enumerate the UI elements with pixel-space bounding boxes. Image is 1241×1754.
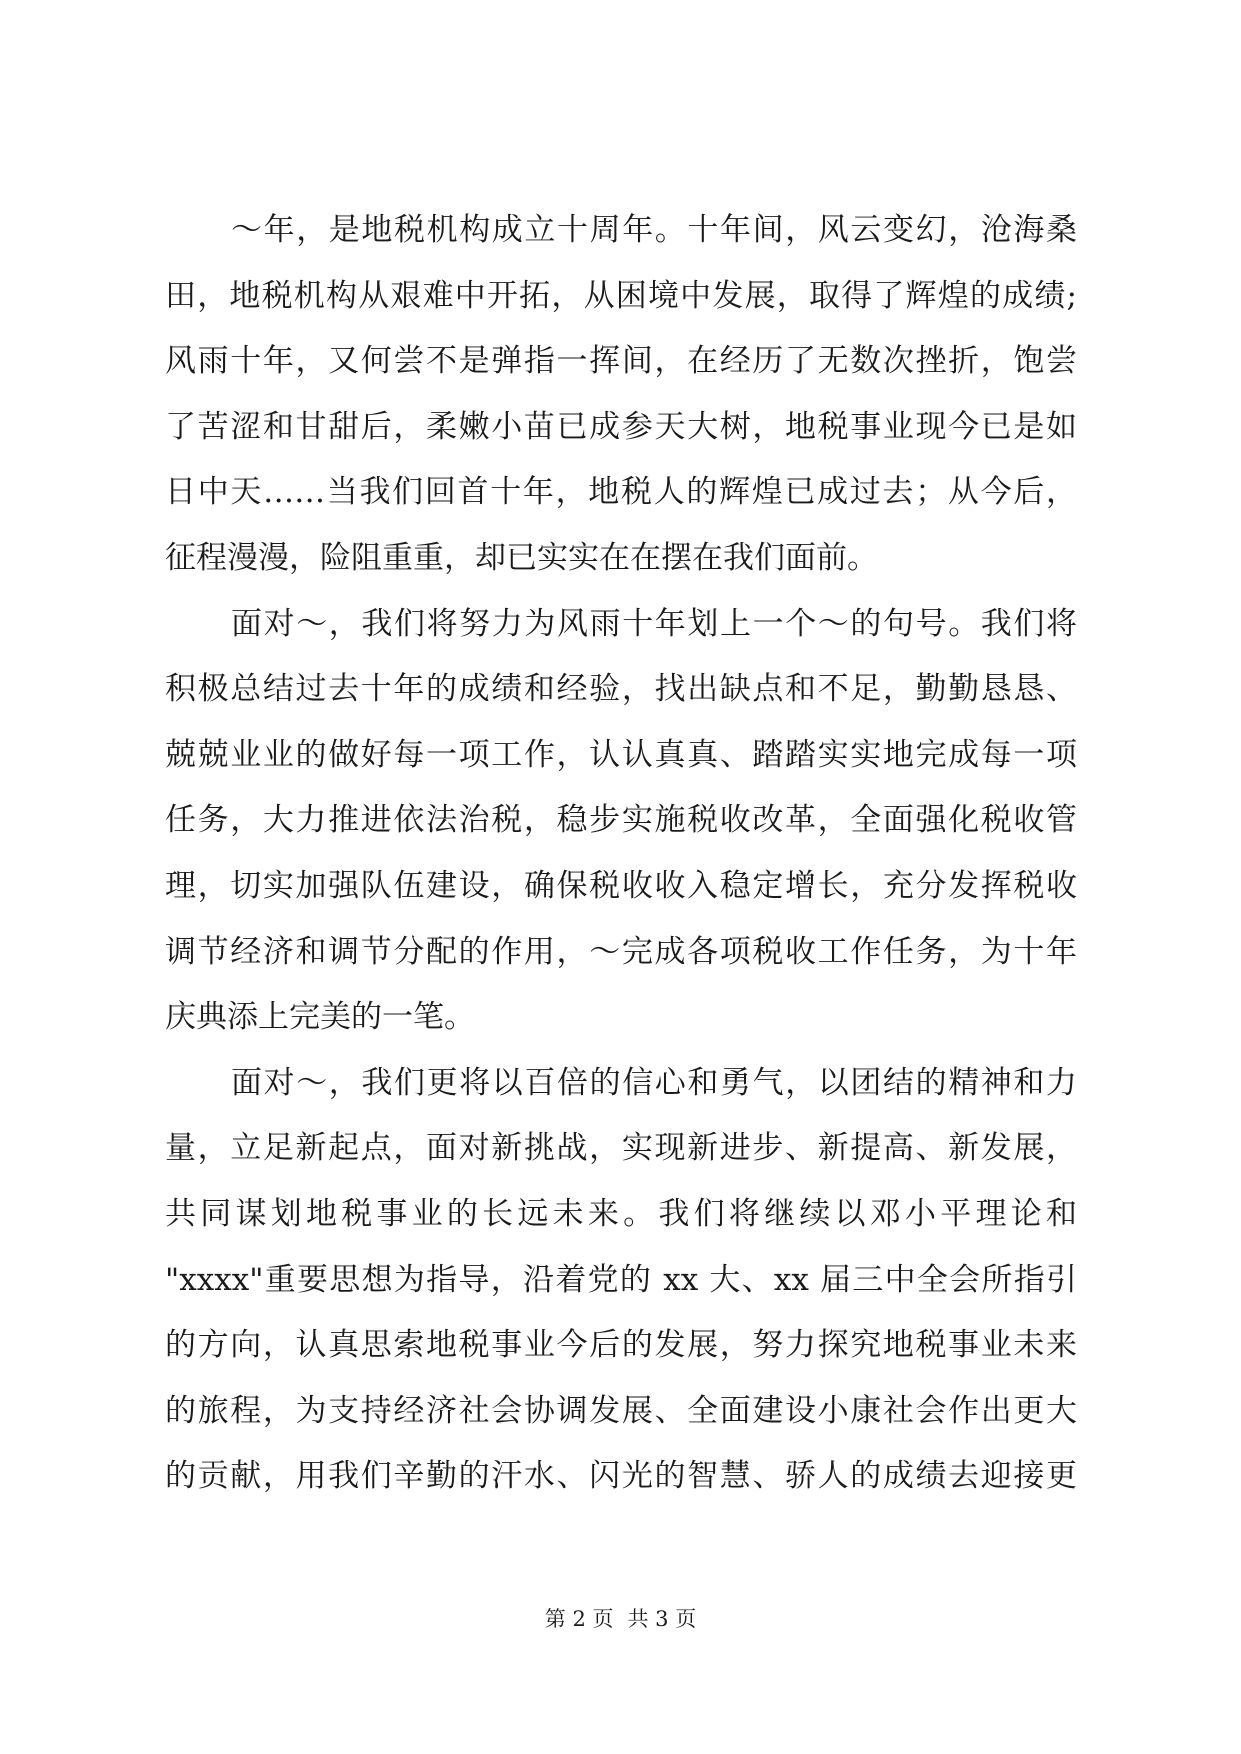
document-body [165, 198, 1077, 1510]
text-line-10: 任务，大力推进依法治税，稳步实施税收改革，全面强化税收管 [165, 802, 1077, 839]
text-line-18: 的方向，认真思索地税事业今后的发展，努力探究地税事业未来 [165, 1327, 1077, 1364]
text-line-8: 积极总结过去十年的成绩和经验，找出缺点和不足，勤勤恳恳、 [165, 671, 1077, 708]
text-line-15: 量，立足新起点，面对新挑战，实现新进步、新提高、新发展， [165, 1130, 1077, 1167]
text-line-4: 了苦涩和甘甜后，柔嫩小苗已成参天大树，地税事业现今已是如 [165, 408, 1077, 445]
text-line-3: 风雨十年，又何尝不是弹指一挥间，在经历了无数次挫折，饱尝 [165, 343, 1077, 380]
text-line-1: ～年，是地税机构成立十周年。十年间，风云变幻，沧海桑 [231, 212, 1077, 248]
text-line-12: 调节经济和调节分配的作用，～完成各项税收工作任务，为十年 [165, 933, 1077, 970]
text-line-7: 面对～，我们将努力为风雨十年划上一个～的句号。我们将 [231, 605, 1077, 642]
text-line-5: 日中天……当我们回首十年，地税人的辉煌已成过去；从今后， [165, 474, 1077, 511]
text-line-13: 庆典添上完美的一笔。 [165, 999, 475, 1036]
text-line-14: 面对～，我们更将以百倍的信心和勇气，以团结的精神和力 [231, 1064, 1077, 1101]
text-line-6: 征程漫漫，险阻重重，却已实实在在摆在我们面前。 [165, 539, 878, 576]
text-line-11: 理，切实加强队伍建设，确保税收收入稳定增长，充分发挥税收 [165, 867, 1077, 904]
text-line-20: 的贡献，用我们辛勤的汗水、闪光的智慧、骄人的成绩去迎接更 [165, 1458, 1077, 1495]
text-line-2: 田，地税机构从艰难中开拓，从困境中发展，取得了辉煌的成绩; [165, 277, 1077, 314]
page-total: 共 3 页 [627, 1607, 697, 1631]
text-line-16: 共同谋划地税事业的长远未来。我们将继续以邓小平理论和 [165, 1195, 1077, 1232]
text-line-19: 的旅程，为支持经济社会协调发展、全面建设小康社会作出更大 [165, 1392, 1077, 1429]
page-footer [0, 1604, 1241, 1634]
page-number: 第 2 页 [544, 1607, 614, 1631]
text-line-9: 兢兢业业的做好每一项工作，认认真真、踏踏实实地完成每一项 [165, 736, 1077, 773]
text-line-17: "xxxx"重要思想为指导，沿着党的 xx 大、xx 届三中全会所指引 [165, 1261, 1077, 1298]
